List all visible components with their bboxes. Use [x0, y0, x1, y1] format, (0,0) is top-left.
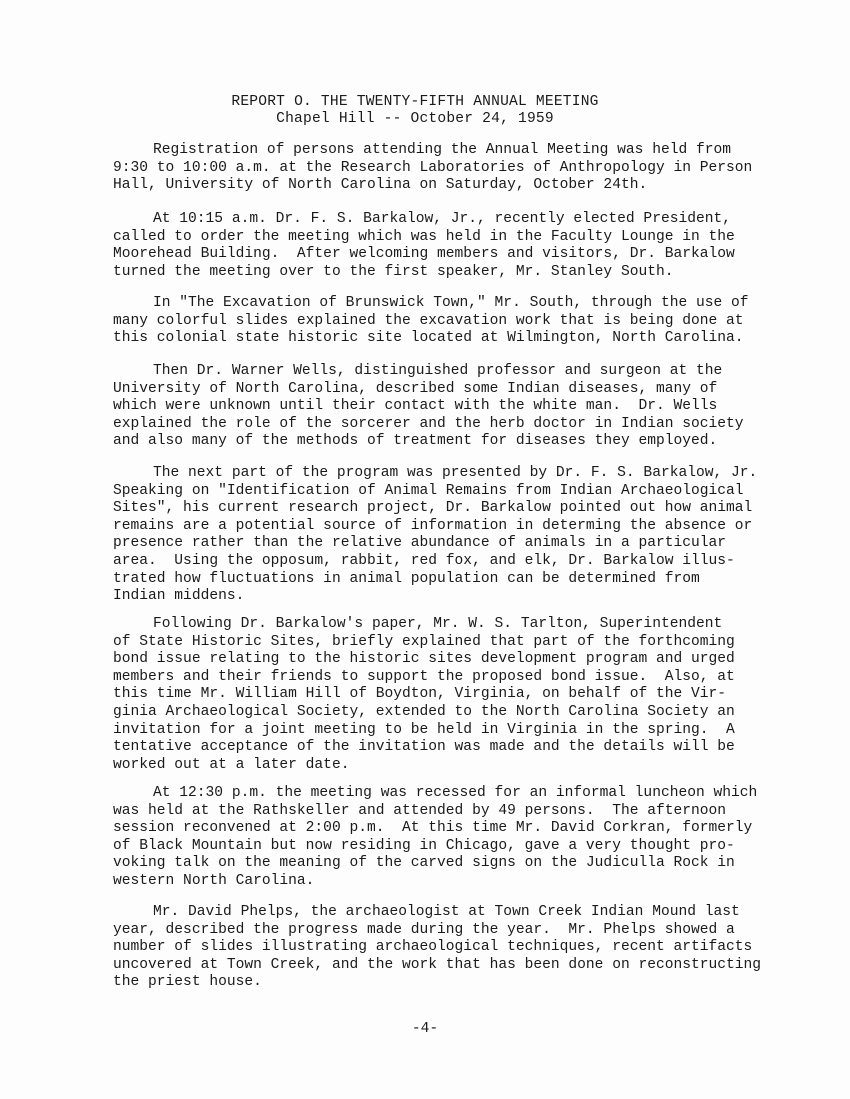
- paragraph-line: number of slides illustrating archaeological techniques, recent artifacts: [113, 939, 753, 956]
- paragraph-line: presence rather than the relative abundance of animals in a particular: [113, 535, 727, 552]
- paragraph-line: called to order the meeting which was held in the Faculty Lounge in the: [113, 228, 735, 245]
- paragraph-line: remains are a potential source of information in determing the absence or: [113, 517, 753, 534]
- paragraph-line: In "The Excavation of Brunswick Town," Mr. South, through the use of: [153, 295, 749, 311]
- page-number: -4-: [411, 1021, 439, 1037]
- paragraph-line: voking talk on the meaning of the carved signs on the Judiculla Rock in: [113, 855, 735, 872]
- paragraph-town-creek: [113, 904, 762, 992]
- paragraph-brunswick-town: [113, 295, 753, 348]
- paragraph-line: area. Using the opposum, rabbit, red fox, and elk, Dr. Barkalow illus-: [113, 552, 735, 569]
- paragraph-line: members and their friends to support the proposed bond issue. Also, at: [113, 668, 735, 685]
- paragraph-line: which were unknown until their contact with the white man. Dr. Wells: [113, 398, 718, 415]
- paragraph-line: session reconvened at 2:00 p.m. At this time Mr. David Corkran, formerly: [113, 820, 753, 837]
- paragraph-line: turned the meeting over to the first speaker, Mr. Stanley South.: [113, 263, 674, 280]
- paragraph-line: Following Dr. Barkalow's paper, Mr. W. S. Tarlton, Superintendent: [153, 616, 723, 632]
- paragraph-line: The next part of the program was presented by Dr. F. S. Barkalow, Jr.: [153, 465, 758, 481]
- paragraph-line: year, described the progress made during the year. Mr. Phelps showed a: [113, 921, 735, 938]
- paragraph-line: bond issue relating to the historic sites development program and urged: [113, 651, 735, 668]
- paragraph-line: of State Historic Sites, briefly explained that part of the forthcoming: [113, 633, 735, 650]
- paragraph-line: At 12:30 p.m. the meeting was recessed for an informal luncheon which: [153, 785, 758, 801]
- paragraph-line: western North Carolina.: [113, 872, 315, 889]
- paragraph-line: invitation for a joint meeting to be held in Virginia in the spring. A: [113, 721, 735, 738]
- paragraph-line: At 10:15 a.m. Dr. F. S. Barkalow, Jr., recently elected President,: [153, 211, 732, 227]
- paragraph-line: Registration of persons attending the Annual Meeting was held from: [153, 142, 732, 158]
- paragraph-line: of Black Mountain but now residing in Chicago, gave a very thought pro-: [113, 837, 735, 854]
- paragraph-animal-remains: [113, 465, 758, 606]
- paragraph-line: Hall, University of North Carolina on Saturday, October 24th.: [113, 177, 648, 194]
- paragraph-line: many colorful slides explained the excavation work that is being done at: [113, 312, 744, 329]
- paragraph-line: uncovered at Town Creek, and the work that has been done on reconstructing: [113, 956, 762, 973]
- paragraph-line: the priest house.: [113, 974, 262, 991]
- paragraph-line: Sites", his current research project, Dr. Barkalow pointed out how animal: [113, 500, 753, 517]
- paragraph-line: Mr. David Phelps, the archaeologist at Town Creek Indian Mound last: [153, 904, 740, 920]
- paragraph-indian-diseases: [113, 363, 753, 451]
- paragraph-bond-issue: [113, 616, 753, 774]
- paragraph-line: 9:30 to 10:00 a.m. at the Research Laboratories of Anthropology in Person: [113, 159, 753, 176]
- paragraph-line: Speaking on "Identification of Animal Remains from Indian Archaeological: [113, 482, 744, 499]
- report-subtitle: Chapel Hill -- October 24, 1959: [276, 111, 554, 127]
- paragraph-call-to-order: [113, 211, 753, 281]
- paragraph-line: this time Mr. William Hill of Boydton, Virginia, on behalf of the Vir-: [113, 686, 727, 703]
- paragraph-line: explained the role of the sorcerer and the herb doctor in Indian society: [113, 415, 744, 432]
- paragraph-line: Indian middens.: [113, 588, 245, 605]
- paragraph-line: University of North Carolina, described some Indian diseases, many of: [113, 380, 718, 397]
- paragraph-line: worked out at a later date.: [113, 756, 350, 773]
- paragraph-line: this colonial state historic site located at Wilmington, North Carolina.: [113, 330, 744, 347]
- paragraph-line: Then Dr. Warner Wells, distinguished professor and surgeon at the: [153, 363, 723, 379]
- paragraph-line: was held at the Rathskeller and attended by 49 persons. The afternoon: [113, 802, 727, 819]
- paragraph-line: ginia Archaeological Society, extended to the North Carolina Society an: [113, 703, 735, 720]
- paragraph-luncheon: [113, 785, 758, 891]
- paragraph-line: Moorehead Building. After welcoming members and visitors, Dr. Barkalow: [113, 246, 735, 263]
- report-title: REPORT O. THE TWENTY-FIFTH ANNUAL MEETING: [231, 94, 599, 110]
- paragraph-line: trated how fluctuations in animal population can be determined from: [113, 570, 700, 587]
- paragraph-registration: [113, 142, 753, 195]
- paragraph-line: and also many of the methods of treatment for diseases they employed.: [113, 433, 718, 450]
- paragraph-line: tentative acceptance of the invitation was made and the details will be: [113, 739, 735, 756]
